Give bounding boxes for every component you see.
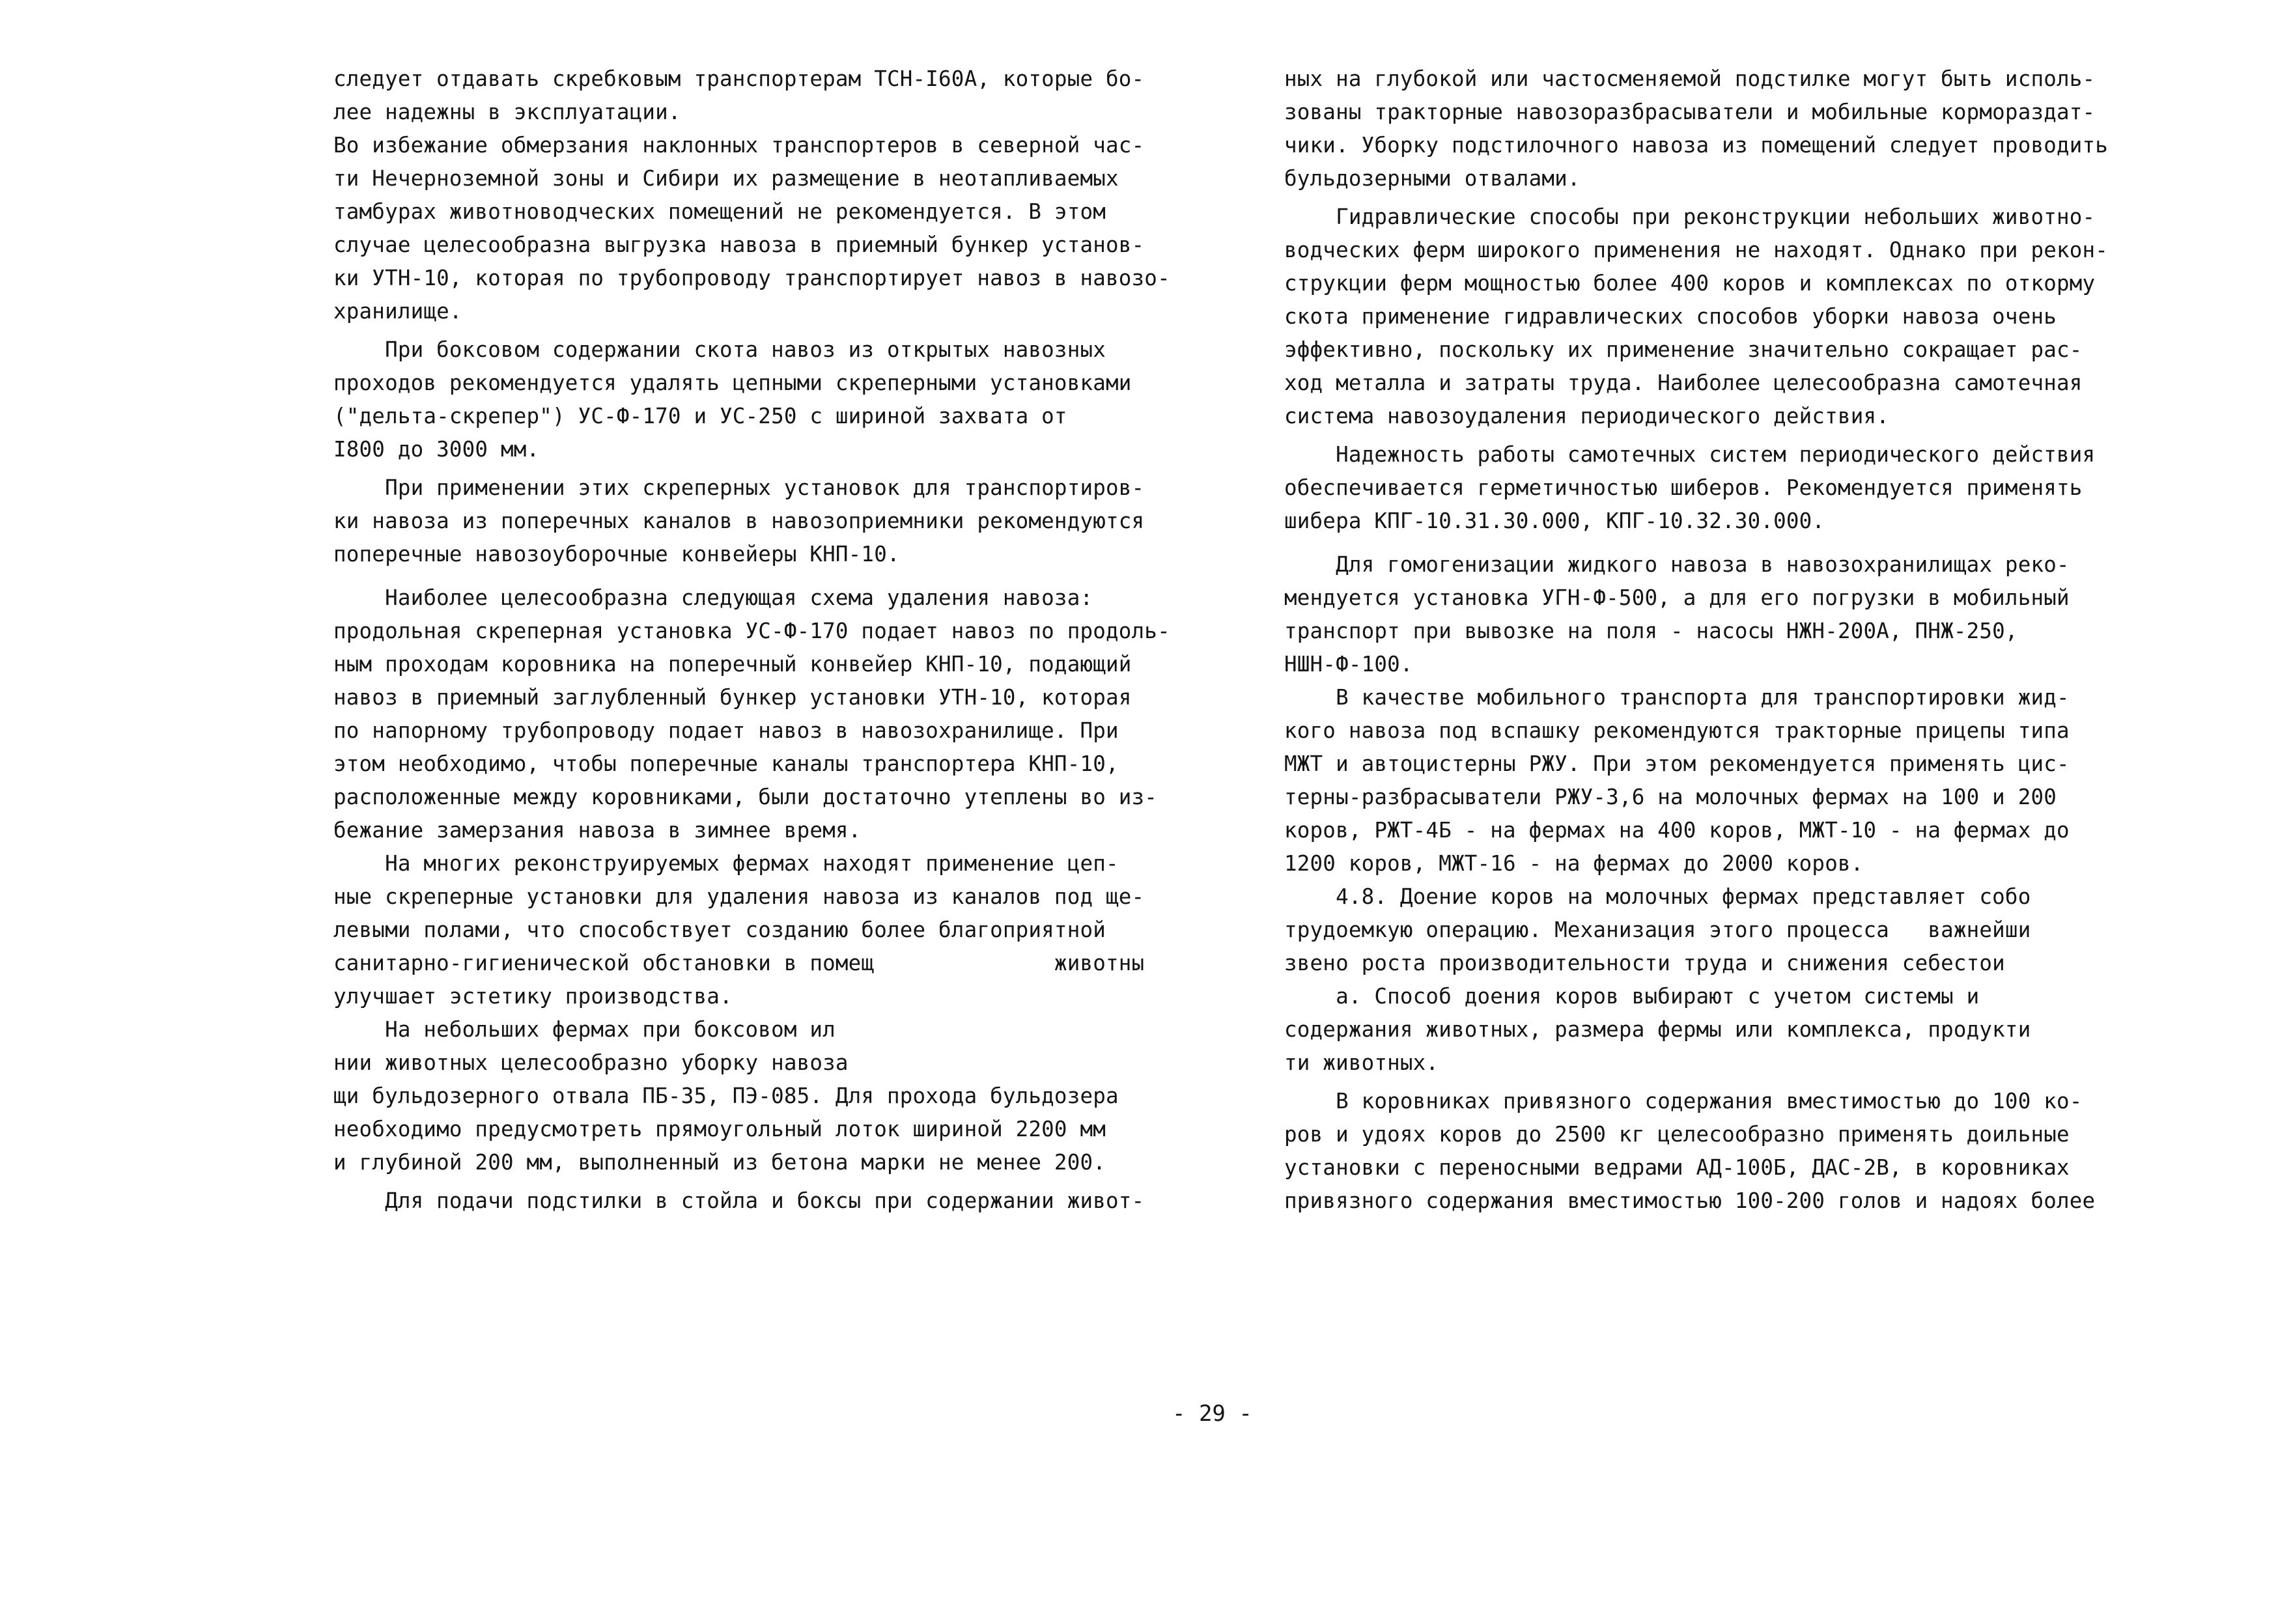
text-line: этом необходимо, чтобы поперечные каналы транспортера КНП-10, [333, 751, 1119, 776]
text-line: ки УТН-10, которая по трубопроводу транспортирует навоз в навозо- [333, 266, 1170, 290]
text-line: ров и удоях коров до 2500 кг целесообразно применять доильные [1284, 1122, 2070, 1147]
text-line: ки навоза из поперечных каналов в навозоприемники рекомендуются [333, 509, 1145, 533]
text-line: Гидравлические способы при реконструкции небольших животно- [1284, 204, 2096, 229]
right-text-column [1284, 63, 2154, 1218]
text-line: мендуется установка УГН-Ф-500, а для его погрузки в мобильный [1284, 585, 2070, 610]
text-line: ход металла и затраты труда. Наиболее целесообразна самотечная [1284, 371, 2083, 395]
text-line: проходов рекомендуется удалять цепными скреперными установками [333, 371, 1132, 395]
text-line: лее надежны в эксплуатации. [333, 100, 681, 124]
text-line: санитарно-гигиенической обстановки в помещ животны [333, 951, 1145, 975]
paragraph-gap [333, 576, 1213, 581]
text-line: ("дельта-скрепер") УС-Ф-170 и УС-250 с шириной захвата от [333, 404, 1067, 428]
text-line: продольная скреперная установка УС-Ф-170 подает навоз по продоль- [333, 619, 1170, 643]
text-line: Для подачи подстилки в стойла и боксы при содержании живот- [333, 1188, 1145, 1213]
paragraph-gap [1284, 195, 2154, 201]
text-line: НШН-Ф-100. [1284, 652, 1413, 677]
text-line: Наиболее целесообразна следующая схема удаления навоза: [333, 585, 1093, 610]
text-line: ные скреперные установки для удаления навоза из каналов под ще- [333, 884, 1145, 909]
text-line: ным проходам коровника на поперечный конвейер КНП-10, подающий [333, 652, 1132, 677]
text-line: 4.8. Доение коров на молочных фермах представляет собо [1284, 884, 2031, 909]
text-line: I800 до 3000 мм. [333, 437, 540, 462]
text-line: На небольших фермах при боксовом ил [333, 1017, 836, 1042]
text-line: МЖТ и автоцистерны РЖУ. При этом рекомендуется применять цис- [1284, 751, 2070, 776]
text-line: В качестве мобильного транспорта для транспортировки жид- [1284, 685, 2070, 710]
text-line: содержания животных, размера фермы или комплекса, продукти [1284, 1017, 2031, 1042]
text-line: ти животных. [1284, 1050, 1439, 1075]
text-line: коров, РЖТ-4Б - на фермах на 400 коров, МЖТ-10 - на фермах до [1284, 818, 2070, 843]
text-line: трудоемкую операцию. Механизация этого процесса важнейши [1284, 917, 2031, 942]
text-line: привязного содержания вместимостью 100-200 голов и надоях более [1284, 1188, 2096, 1213]
text-line: хранилище. [333, 299, 462, 324]
text-line: необходимо предусмотреть прямоугольный лоток шириной 2200 мм [333, 1117, 1106, 1141]
text-line: поперечные навозоуборочные конвейеры КНП-10. [333, 542, 900, 567]
text-line: расположенные между коровниками, были достаточно утеплены во из- [333, 785, 1158, 809]
text-line: и глубиной 200 мм, выполненный из бетона марки не менее 200. [333, 1150, 1106, 1175]
text-line: щи бульдозерного отвала ПБ-35, ПЭ-085. Для прохода бульдозера [333, 1084, 1119, 1108]
text-line: водческих ферм широкого применения не находят. Однако при рекон- [1284, 238, 2109, 262]
text-line: кого навоза под вспашку рекомендуются тракторные прицепы типа [1284, 718, 2070, 743]
text-line: ти Нечерноземной зоны и Сибири их размещение в неотапливаемых [333, 166, 1119, 191]
text-line: эффективно, поскольку их применение значительно сокращает рас- [1284, 337, 2083, 362]
text-line: терны-разбрасыватели РЖУ-3,6 на молочных фермах на 100 и 200 [1284, 785, 2057, 809]
text-line: Для гомогенизации жидкого навоза в навозохранилищах реко- [1284, 552, 2070, 577]
paragraph-gap [1284, 433, 2154, 438]
text-line: Надежность работы самотечных систем периодического действия [1284, 442, 2096, 467]
paragraph-gap [333, 571, 1213, 576]
paragraph-gap [1284, 543, 2154, 548]
paragraph-gap [333, 466, 1213, 471]
text-line: зованы тракторные навозоразбрасыватели и мобильные кормораздат- [1284, 100, 2096, 124]
paragraph-gap [333, 1179, 1213, 1184]
text-line: система навозоудаления периодического действия. [1284, 404, 1890, 428]
text-line: струкции ферм мощностью более 400 коров и комплексах по откорму [1284, 271, 2096, 296]
text-line: установки с переносными ведрами АД-100Б, ДАС-2В, в коровниках [1284, 1155, 2070, 1180]
text-line: чики. Уборку подстилочного навоза из помещений следует проводить [1284, 133, 2109, 158]
text-line: шибера КПГ-10.31.30.000, КПГ-10.32.30.000. [1284, 509, 1825, 533]
text-line: случае целесообразна выгрузка навоза в приемный бункер установ- [333, 232, 1145, 257]
text-line: При боксовом содержании скота навоз из открытых навозных [333, 337, 1106, 362]
paragraph-gap [1284, 538, 2154, 543]
text-line: транспорт при вывозке на поля - насосы НЖН-200А, ПНЖ-250, [1284, 619, 2018, 643]
text-line: по напорному трубопроводу подает навоз в навозохранилище. При [333, 718, 1119, 743]
text-line: тамбурах животноводческих помещений не рекомендуется. В этом [333, 199, 1106, 224]
text-line: следует отдавать скребковым транспортерам ТСН-I60А, которые бо- [333, 66, 1145, 91]
text-line: левыми полами, что способствует созданию более благоприятной [333, 917, 1106, 942]
paragraph-gap [333, 328, 1213, 333]
left-text-column [333, 63, 1213, 1218]
text-line: ных на глубокой или частосменяемой подстилке могут быть исполь- [1284, 66, 2096, 91]
text-line: бежание замерзания навоза в зимнее время. [333, 818, 862, 843]
text-line: При применении этих скреперных установок для транспортиров- [333, 475, 1145, 500]
text-line: В коровниках привязного содержания вместимостью до 100 ко- [1284, 1089, 2083, 1113]
text-line: а. Способ доения коров выбирают с учетом системы и [1284, 984, 1980, 1009]
text-line: обеспечивается герметичностью шиберов. Рекомендуется применять [1284, 475, 2083, 500]
text-line: На многих реконструируемых фермах находят применение цеп- [333, 851, 1119, 876]
text-line: звено роста производительности труда и снижения себестои [1284, 951, 2005, 975]
text-line: бульдозерными отвалами. [1284, 166, 1581, 191]
page-number: - 29 - [1172, 1401, 1252, 1427]
text-line: Во избежание обмерзания наклонных транспортеров в северной час- [333, 133, 1145, 158]
paragraph-gap [1284, 1080, 2154, 1085]
text-line: нии животных целесообразно уборку навоза [333, 1050, 849, 1075]
text-line: скота применение гидравлических способов уборки навоза очень [1284, 304, 2057, 329]
text-line: 1200 коров, МЖТ-16 - на фермах до 2000 коров. [1284, 851, 1864, 876]
text-line: улучшает эстетику производства. [333, 984, 733, 1009]
text-line: навоз в приемный заглубленный бункер установки УТН-10, которая [333, 685, 1132, 710]
